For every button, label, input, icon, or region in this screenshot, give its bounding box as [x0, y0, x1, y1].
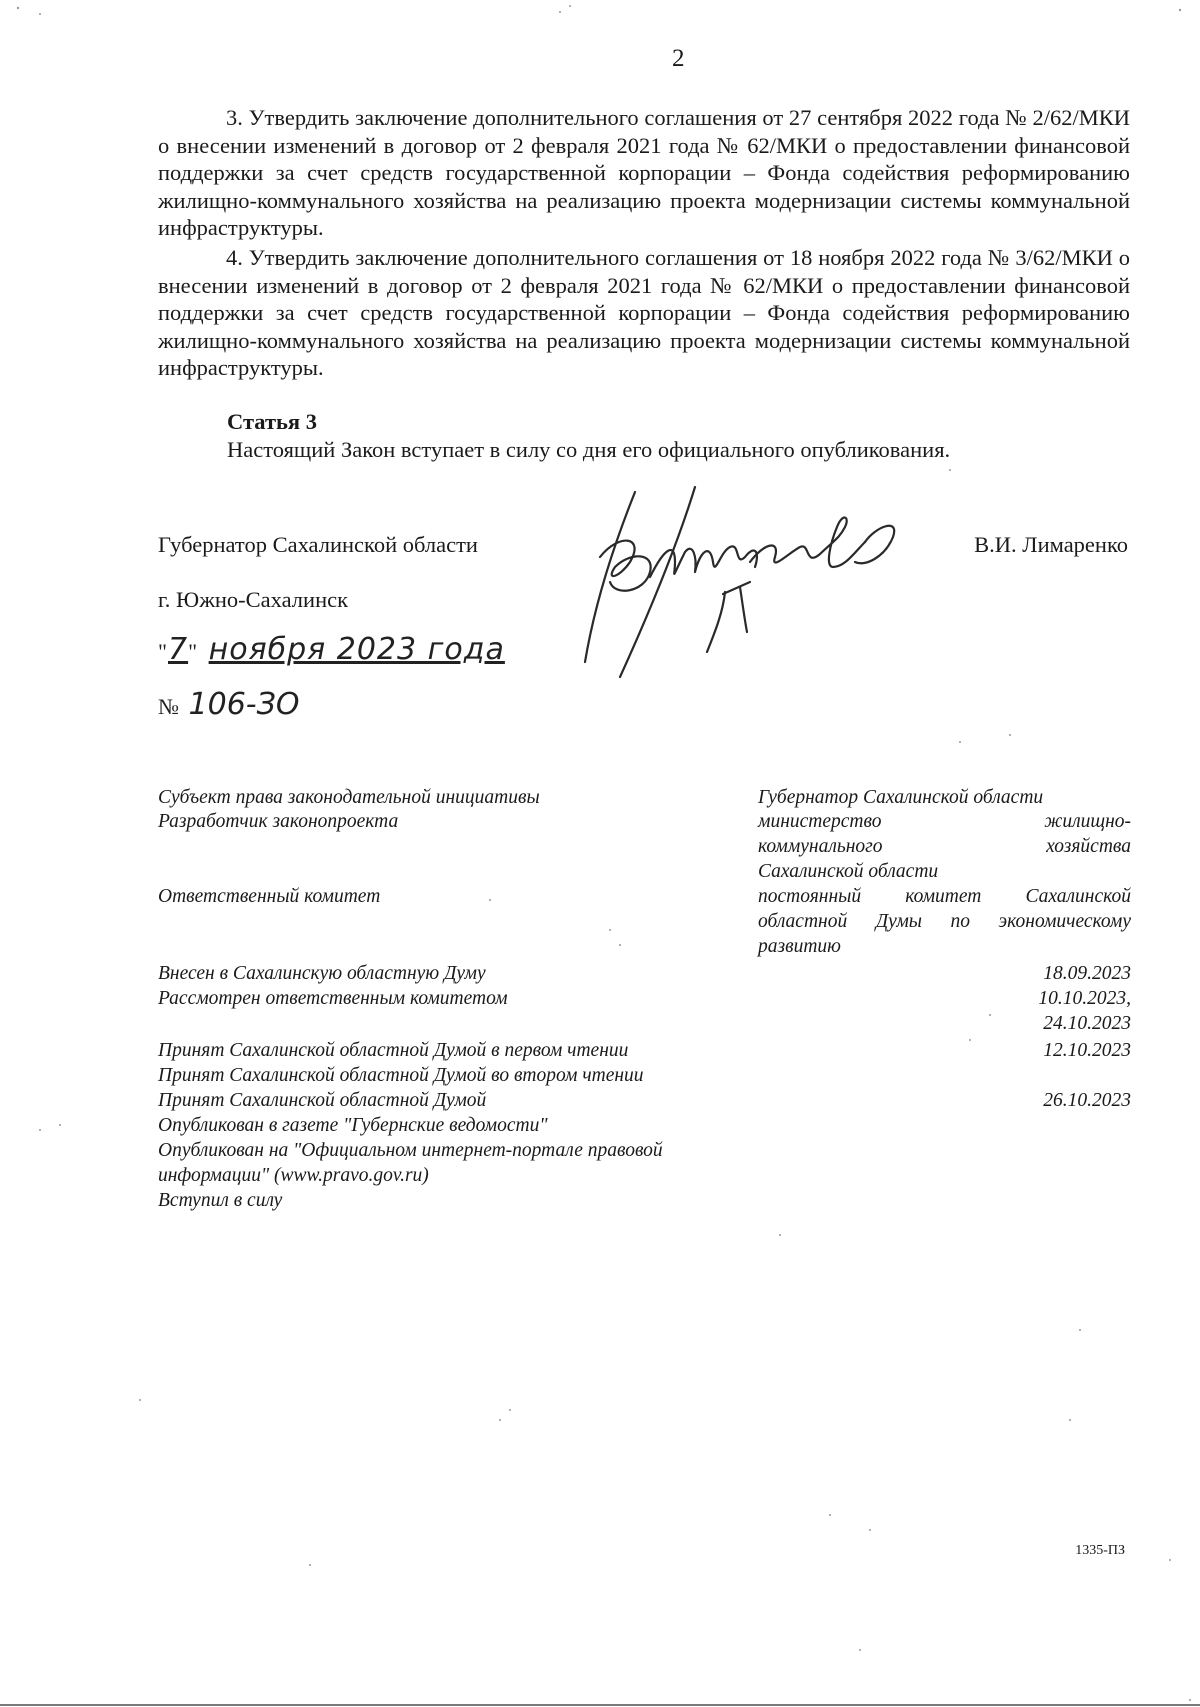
published-gazette-label: Опубликован в газете "Губернские ведомости" — [158, 1115, 548, 1136]
committee-value-2: областной Думы по экономическому — [758, 911, 1131, 932]
adopted-date: 26.10.2023 — [1043, 1090, 1131, 1111]
handwritten-signature — [575, 482, 915, 682]
submitted-date: 18.09.2023 — [1043, 963, 1131, 984]
document-page: 2 3. Утвердить заключение дополнительного соглашения от 27 сентября 2022 года № 2/62/МКИ о внесении изменений в договор от 2 февраля 2021 года № 62/МКИ о предоставлении финансовой поддержки за счет средств государственной корпорации – Фонда содействия реформированию жилищно-коммунального хозяйства на реализацию проекта модернизации системы коммунальной инфраструктуры. 4. Утвердить заключение дополнительного соглашения от 18 ноября 2022 года № 3/62/МКИ о внесении изменений в договор от 2 февраля 2021 года № 62/МКИ о предоставлении финансовой поддержки за счет средств государственной корпорации – Фонда содействия реформированию жилищно-коммунального хозяйства на реализацию проекта модернизации системы коммунальной инфраструктуры. Статья 3 Настоящий Закон вступает в силу со дня его официального опубликования. Губернатор Сахалинской области В.И. Лимаренко г. Южно-Сахалинск "7" ноября 2023 года № 106-ЗО Субъект права законодательной инициативы Губернатор Сахалинской области Разработчик законопроекта министерство жилищно- коммунального хозяйства Сахалинской области Ответственный комитет постоянный комитет Сахалинской областной Думы по экономическому развитию Внесен в Сахалинскую областную Думу 18.09.2023 Рассмотрен ответственным комитетом 10.10.2023, 24.10.2023 Принят Сахалинской областной Думой в первом чтении 12.10.2023 Принят Сахалинской областной Думой во втором чтении Принят Сахалинской областной Думой 26.10.2023 Опубликован в газете "Губернские ведомости" Опубликован на "Официальном интернет-портале правовой информации" (www.pravo.gov.ru) Вступил в силу 1335-ПЗ — [0, 0, 1200, 1707]
submitted-label: Внесен в Сахалинскую областную Думу — [158, 963, 486, 984]
reviewed-date-2: 24.10.2023 — [1043, 1013, 1131, 1034]
city: г. Южно-Сахалинск — [158, 587, 349, 612]
developer-value-2: коммунального хозяйства — [758, 836, 1131, 857]
number-label: № — [158, 694, 179, 719]
committee-label: Ответственный комитет — [158, 886, 381, 907]
handwritten-date: "7" ноября 2023 года — [158, 632, 505, 667]
in-force-label: Вступил в силу — [158, 1190, 283, 1211]
second-reading-label: Принят Сахалинской областной Думой во втором чтении — [158, 1065, 644, 1086]
subject-label: Субъект права законодательной инициативы — [158, 787, 540, 808]
committee-value-3: развитию — [758, 936, 841, 957]
committee-value-1: постоянный комитет Сахалинской — [758, 886, 1131, 907]
paragraph-4: 4. Утвердить заключение дополнительного соглашения от 18 ноября 2022 года № 3/62/МКИ о внесении изменений в договор от 2 февраля 2021 года № 62/МКИ о предоставлении финансовой поддержки за счет средств государственной корпорации – Фонда содействия реформированию жилищно-коммунального хозяйства на реализацию проекта модернизации системы коммунальной инфраструктуры. — [158, 245, 1130, 380]
reviewed-date-1: 10.10.2023, — [1038, 988, 1131, 1009]
developer-value-3: Сахалинской области — [758, 861, 939, 882]
date-month-year: ноября 2023 года — [208, 632, 505, 667]
subject-value: Губернатор Сахалинской области — [758, 787, 1044, 808]
article-3-title: Статья 3 — [227, 409, 317, 434]
governor-position: Губернатор Сахалинской области — [158, 532, 478, 557]
handwritten-number — [158, 687, 299, 722]
developer-label: Разработчик законопроекта — [158, 811, 399, 832]
first-reading-date: 12.10.2023 — [1043, 1040, 1131, 1061]
footer-code: 1335-ПЗ — [1075, 1543, 1125, 1558]
published-portal-label-2: информации" (www.pravo.gov.ru) — [158, 1165, 429, 1186]
paragraph-3: 3. Утвердить заключение дополнительного соглашения от 27 сентября 2022 года № 2/62/МКИ о внесении изменений в договор от 2 февраля 2021 года № 62/МКИ о предоставлении финансовой поддержки за счет средств государственной корпорации – Фонда содействия реформированию жилищно-коммунального хозяйства на реализацию проекта модернизации системы коммунальной инфраструктуры. — [158, 105, 1130, 240]
reviewed-label: Рассмотрен ответственным комитетом — [158, 988, 508, 1009]
published-portal-label-1: Опубликован на "Официальном интернет-портале правовой — [158, 1140, 663, 1161]
law-number: 106-ЗО — [188, 687, 300, 722]
date-day: 7 — [167, 632, 189, 667]
first-reading-label: Принят Сахалинской областной Думой в первом чтении — [158, 1040, 629, 1061]
developer-value-1: министерство жилищно- — [758, 811, 1131, 832]
governor-name: В.И. Лимаренко — [974, 532, 1128, 557]
article-3-text: Настоящий Закон вступает в силу со дня его официального опубликования. — [227, 437, 951, 462]
adopted-label: Принят Сахалинской областной Думой — [158, 1090, 487, 1111]
